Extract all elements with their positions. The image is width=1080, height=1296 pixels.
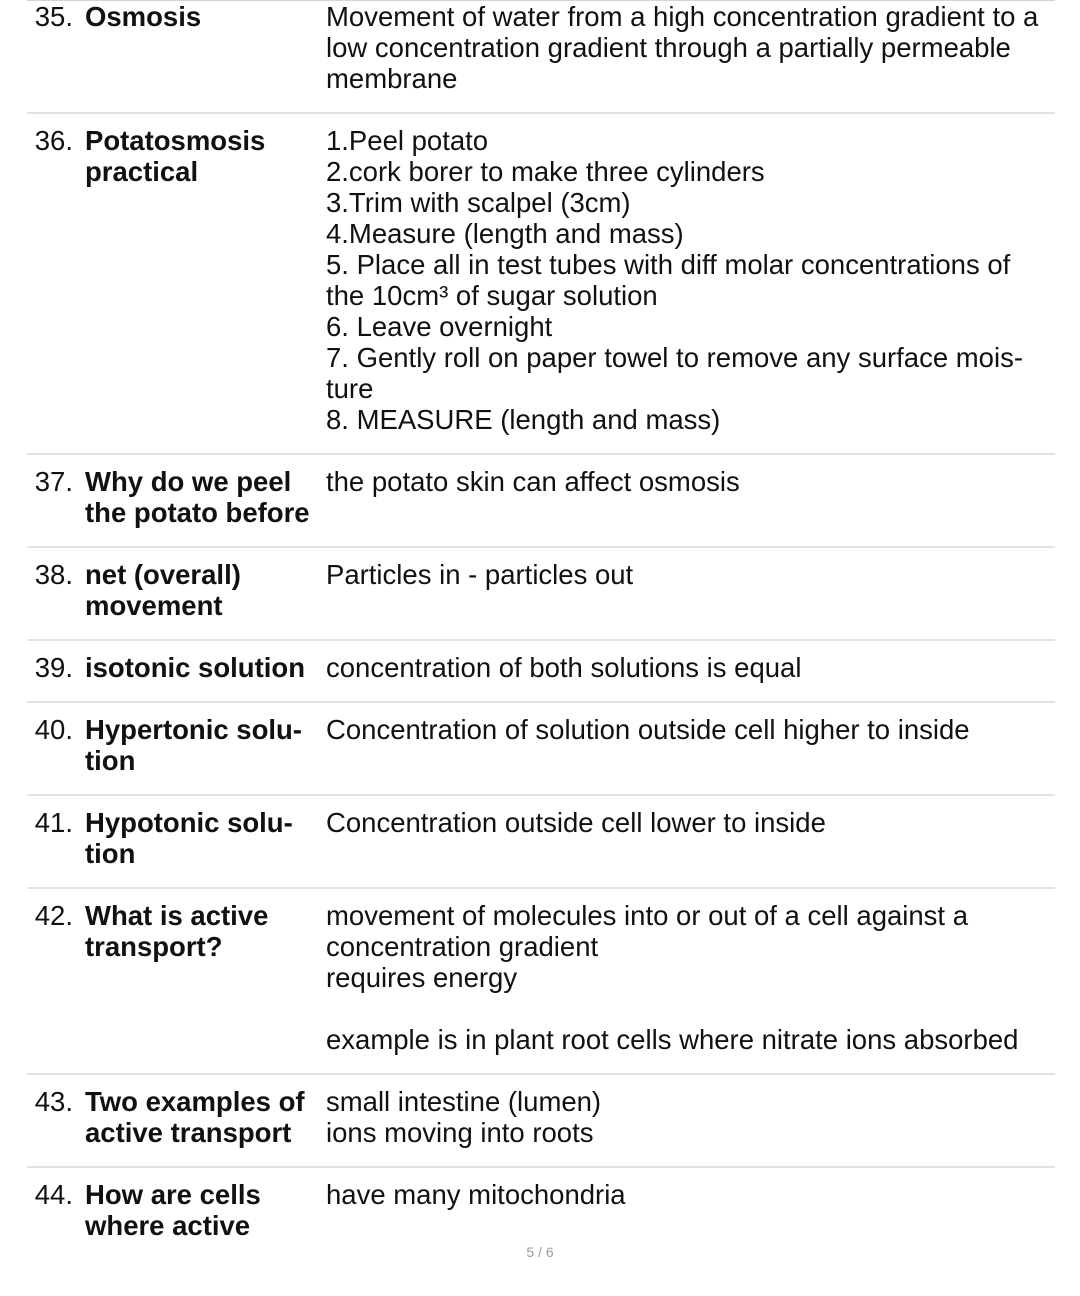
card-term: Osmosis [85, 1, 202, 32]
definition-line: 2.cork borer to make three cylinders [326, 156, 765, 187]
card-definition [326, 1179, 1055, 1241]
card-term: Potatosmosis practical [85, 125, 266, 187]
card-definition [326, 900, 1055, 1055]
card-number: 37. [34, 466, 73, 497]
card-term: What is active transport? [85, 900, 269, 962]
card-number: 40. [34, 714, 73, 745]
definition-line: small intestine (lumen) [326, 1086, 602, 1117]
card-term: net (overall) movement [85, 559, 241, 621]
definition-line: example is in plant root cells where nitrate ions absorbed [326, 1024, 1019, 1055]
flashcard-list [27, 0, 1055, 1259]
definition-line: 5. Place all in test tubes with diff molar concentrations of [326, 249, 1011, 280]
card-definition [326, 714, 1055, 776]
card-definition [326, 1086, 1055, 1148]
card-definition [326, 559, 1055, 621]
definition-line: 1.Peel potato [326, 125, 489, 156]
definition-line: membrane [326, 63, 458, 94]
definition-line: Movement of water from a high concentration gradient to a [326, 1, 1039, 32]
card-term: Two examples of active transport [85, 1086, 305, 1148]
card-term: Hypotonic solu- tion [85, 807, 293, 869]
definition-line: 3.Trim with scalpel (3cm) [326, 187, 631, 218]
card-number: 43. [34, 1086, 73, 1117]
card-number: 36. [34, 125, 73, 156]
flashcard-row [27, 1, 1055, 114]
card-definition [326, 466, 1055, 528]
card-number: 39. [34, 652, 73, 683]
card-number: 38. [34, 559, 73, 590]
card-term: How are cells where active [85, 1179, 261, 1241]
definition-line: 7. Gently roll on paper towel to remove any surface mois- [326, 342, 1023, 373]
card-term: isotonic solution [85, 652, 305, 683]
flashcard-row [27, 703, 1055, 796]
definition-line: concentration of both solutions is equal [326, 652, 802, 683]
flashcard-row [27, 114, 1055, 455]
flashcard-row [27, 796, 1055, 889]
card-definition [326, 652, 1055, 683]
card-term: Why do we peel the potato before [85, 466, 310, 528]
definition-line: Concentration of solution outside cell higher to inside [326, 714, 970, 745]
flashcard-row [27, 641, 1055, 703]
definition-line: the potato skin can affect osmosis [326, 466, 740, 497]
flashcard-row [27, 548, 1055, 641]
definition-line [326, 993, 1049, 1024]
definition-line: concentration gradient [326, 931, 599, 962]
card-number: 44. [34, 1179, 73, 1210]
definition-line: 6. Leave overnight [326, 311, 553, 342]
card-definition [326, 125, 1055, 435]
flashcard-row [27, 455, 1055, 548]
card-number: 42. [34, 900, 73, 931]
definition-line: low concentration gradient through a partially permeable [326, 32, 1011, 63]
page-indicator: 5 / 6 [526, 1244, 554, 1260]
card-number: 35. [34, 1, 73, 32]
definition-line: ions moving into roots [326, 1117, 594, 1148]
definition-line: 4.Measure (length and mass) [326, 218, 684, 249]
definition-line: Particles in - particles out [326, 559, 634, 590]
definition-line: movement of molecules into or out of a cell against a [326, 900, 969, 931]
card-definition [326, 1, 1055, 94]
flashcard-row [27, 889, 1055, 1075]
definition-line: requires energy [326, 962, 518, 993]
definition-line: 8. MEASURE (length and mass) [326, 404, 721, 435]
definition-line: Concentration outside cell lower to inside [326, 807, 826, 838]
card-number: 41. [34, 807, 73, 838]
definition-line: the 10cm³ of sugar solution [326, 280, 658, 311]
definition-line: have many mitochondria [326, 1179, 626, 1210]
card-definition [326, 807, 1055, 869]
flashcard-row [27, 1075, 1055, 1168]
definition-line: ture [326, 373, 374, 404]
card-term: Hypertonic solu- tion [85, 714, 302, 776]
